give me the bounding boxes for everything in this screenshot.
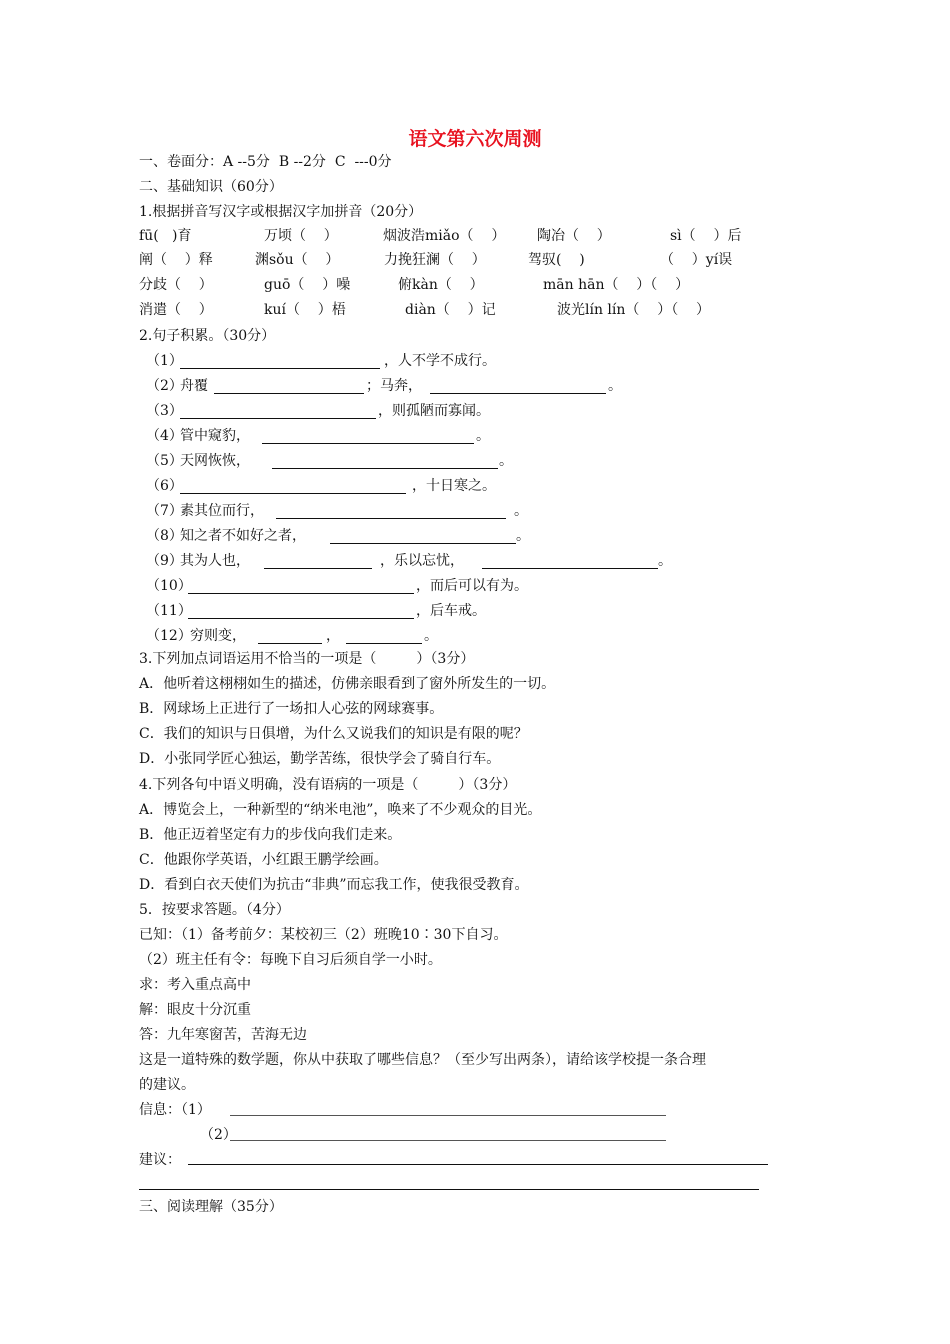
q2-item-num: （5）	[146, 453, 183, 469]
q3-option-c: C．我们的知识与日俱增，为什么又说我们的知识是有限的呢？	[139, 726, 528, 742]
q3-option-b: B．网球场上正进行了一场扣人心弦的网球赛事。	[139, 701, 444, 717]
q2-item-text: 天网恢恢，	[180, 453, 250, 469]
info-label-2: （2）	[200, 1127, 237, 1143]
q1-cell: （ ）yí误	[660, 252, 733, 268]
q2-item-num: （8）	[146, 528, 183, 544]
answer-blank[interactable]	[330, 543, 516, 544]
q2-heading: 2.句子积累。（30分）	[139, 328, 276, 344]
q2-item-text: 。	[516, 528, 530, 544]
q2-item-text: 其为人也，	[180, 553, 250, 569]
q2-item-text: 知之者不如好之者，	[180, 528, 306, 544]
q3-option-a: A．他听着这栩栩如生的描述，仿佛亲眼看到了窗外所发生的一切。	[139, 676, 556, 692]
q5-line: 求：考入重点高中	[139, 977, 251, 993]
q2-item-text: ，	[326, 628, 340, 644]
q1-cell: 阐（ ）释	[139, 252, 213, 268]
answer-blank[interactable]	[180, 493, 406, 494]
answer-blank[interactable]	[258, 643, 322, 644]
q4-option-d: D．看到白衣天使们为抗击“非典”而忘我工作，使我很受教育。	[139, 877, 529, 893]
q2-item-num: （11）	[146, 603, 192, 619]
answer-blank[interactable]	[482, 568, 658, 569]
q2-item-text: 。	[476, 428, 490, 444]
q1-cell: 俯kàn（ ）	[398, 277, 484, 293]
q2-item-num: （6）	[146, 478, 183, 494]
suggest-blank-1[interactable]	[188, 1164, 768, 1165]
q2-item-text: 。	[424, 628, 438, 644]
q2-item-text: 。	[658, 553, 672, 569]
answer-blank[interactable]	[264, 568, 372, 569]
q2-item-num: （7）	[146, 503, 183, 519]
answer-blank[interactable]	[272, 468, 498, 469]
q5-line: 已知：（1）备考前夕：某校初三（2）班晚10∶30下自习。	[139, 927, 508, 943]
q1-cell: 渊sǒu（ ）	[255, 252, 340, 268]
q1-cell: 烟波浩miǎo（ ）	[383, 228, 506, 244]
q1-cell: guō（ ）噪	[264, 277, 351, 293]
answer-blank[interactable]	[180, 418, 376, 419]
q5-line: 解：眼皮十分沉重	[139, 1002, 251, 1018]
q1-cell: kuí（ ）梧	[264, 302, 346, 318]
answer-blank[interactable]	[346, 643, 422, 644]
q1-cell: 消遣（ ）	[139, 302, 213, 318]
answer-blank[interactable]	[188, 618, 414, 619]
q1-cell: 驾驭( )	[528, 252, 585, 268]
q2-item-text: 素其位而行，	[180, 503, 264, 519]
q1-cell: mān hān（ ）（ ）	[543, 277, 690, 293]
q2-item-text: ，而后可以有为。	[416, 578, 528, 594]
q2-item-text: ，乐以忘忧，	[380, 553, 464, 569]
q1-cell: 波光lín lín（ ）（ ）	[557, 302, 710, 318]
q2-item-text: 穷则变，	[190, 628, 246, 644]
q2-item-text: ，则孤陋而寡闻。	[378, 403, 490, 419]
q2-item-num: （12）	[146, 628, 192, 644]
q1-cell: fū( )育	[139, 228, 192, 244]
q2-item-text: 舟覆	[180, 378, 208, 394]
q1-cell: 陶冶（ ）	[537, 228, 611, 244]
q5-line: 的建议。	[139, 1077, 195, 1093]
info-blank-1[interactable]	[230, 1115, 666, 1116]
q4-option-c: C．他跟你学英语，小红跟王鹏学绘画。	[139, 852, 388, 868]
q3-heading: 3.下列加点词语运用不恰当的一项是（ ）（3分）	[139, 651, 475, 667]
q2-item-num: （10）	[146, 578, 192, 594]
page-title: 语文第六次周测	[408, 128, 542, 150]
q2-item-text: ，后车戒。	[416, 603, 486, 619]
suggest-label: 建议：	[139, 1152, 181, 1168]
q5-heading: 5．按要求答题。（4分）	[139, 902, 290, 918]
q1-heading: 1.根据拼音写汉字或根据汉字加拼音（20分）	[139, 204, 423, 220]
section-3: 三、阅读理解（35分）	[139, 1199, 283, 1215]
section-1: 一、卷面分：A --5分 B --2分 C ---0分	[139, 154, 392, 170]
answer-blank[interactable]	[430, 393, 606, 394]
answer-blank[interactable]	[180, 368, 380, 369]
answer-blank[interactable]	[188, 593, 414, 594]
answer-blank[interactable]	[276, 518, 506, 519]
q2-item-num: （3）	[146, 403, 183, 419]
q1-cell: 万顷（ ）	[264, 228, 338, 244]
q4-heading: 4.下列各句中语义明确，没有语病的一项是（ ）（3分）	[139, 777, 517, 793]
info-label: 信息：（1）	[139, 1102, 211, 1118]
q1-cell: sì（ ）后	[670, 228, 742, 244]
q2-item-text: 管中窥豹，	[180, 428, 250, 444]
q2-item-num: （2）	[146, 378, 183, 394]
q4-option-a: A．博览会上，一种新型的“纳米电池”，唤来了不少观众的目光。	[139, 802, 542, 818]
q4-option-b: B．他正迈着坚定有力的步伐向我们走来。	[139, 827, 402, 843]
q1-cell: diàn（ ）记	[405, 302, 496, 318]
q1-cell: 分歧（ ）	[139, 277, 213, 293]
q3-option-d: D．小张同学匠心独运，勤学苦练，很快学会了骑自行车。	[139, 751, 501, 767]
q2-item-text: ；马奔，	[366, 378, 422, 394]
section-2: 二、基础知识（60分）	[139, 179, 283, 195]
q2-item-num: （1）	[146, 353, 183, 369]
answer-blank[interactable]	[262, 443, 474, 444]
info-blank-2[interactable]	[230, 1140, 666, 1141]
q2-item-num: （4）	[146, 428, 183, 444]
q2-item-num: （9）	[146, 553, 183, 569]
q5-line: 答：九年寒窗苦，苦海无边	[139, 1027, 307, 1043]
q2-item-text: ，十日寒之。	[412, 478, 496, 494]
q2-item-text: 。	[514, 503, 528, 519]
q2-item-text: 。	[608, 378, 622, 394]
q5-line: （2）班主任有令：每晚下自习后须自学一小时。	[139, 952, 442, 968]
q5-line: 这是一道特殊的数学题，你从中获取了哪些信息？（至少写出两条），请给该学校提一条合理	[139, 1052, 706, 1068]
suggest-blank-2[interactable]	[139, 1189, 759, 1190]
q2-item-text: ，人不学不成行。	[384, 353, 496, 369]
q1-cell: 力挽狂澜（ ）	[384, 252, 486, 268]
answer-blank[interactable]	[214, 393, 364, 394]
q2-item-text: 。	[499, 453, 513, 469]
